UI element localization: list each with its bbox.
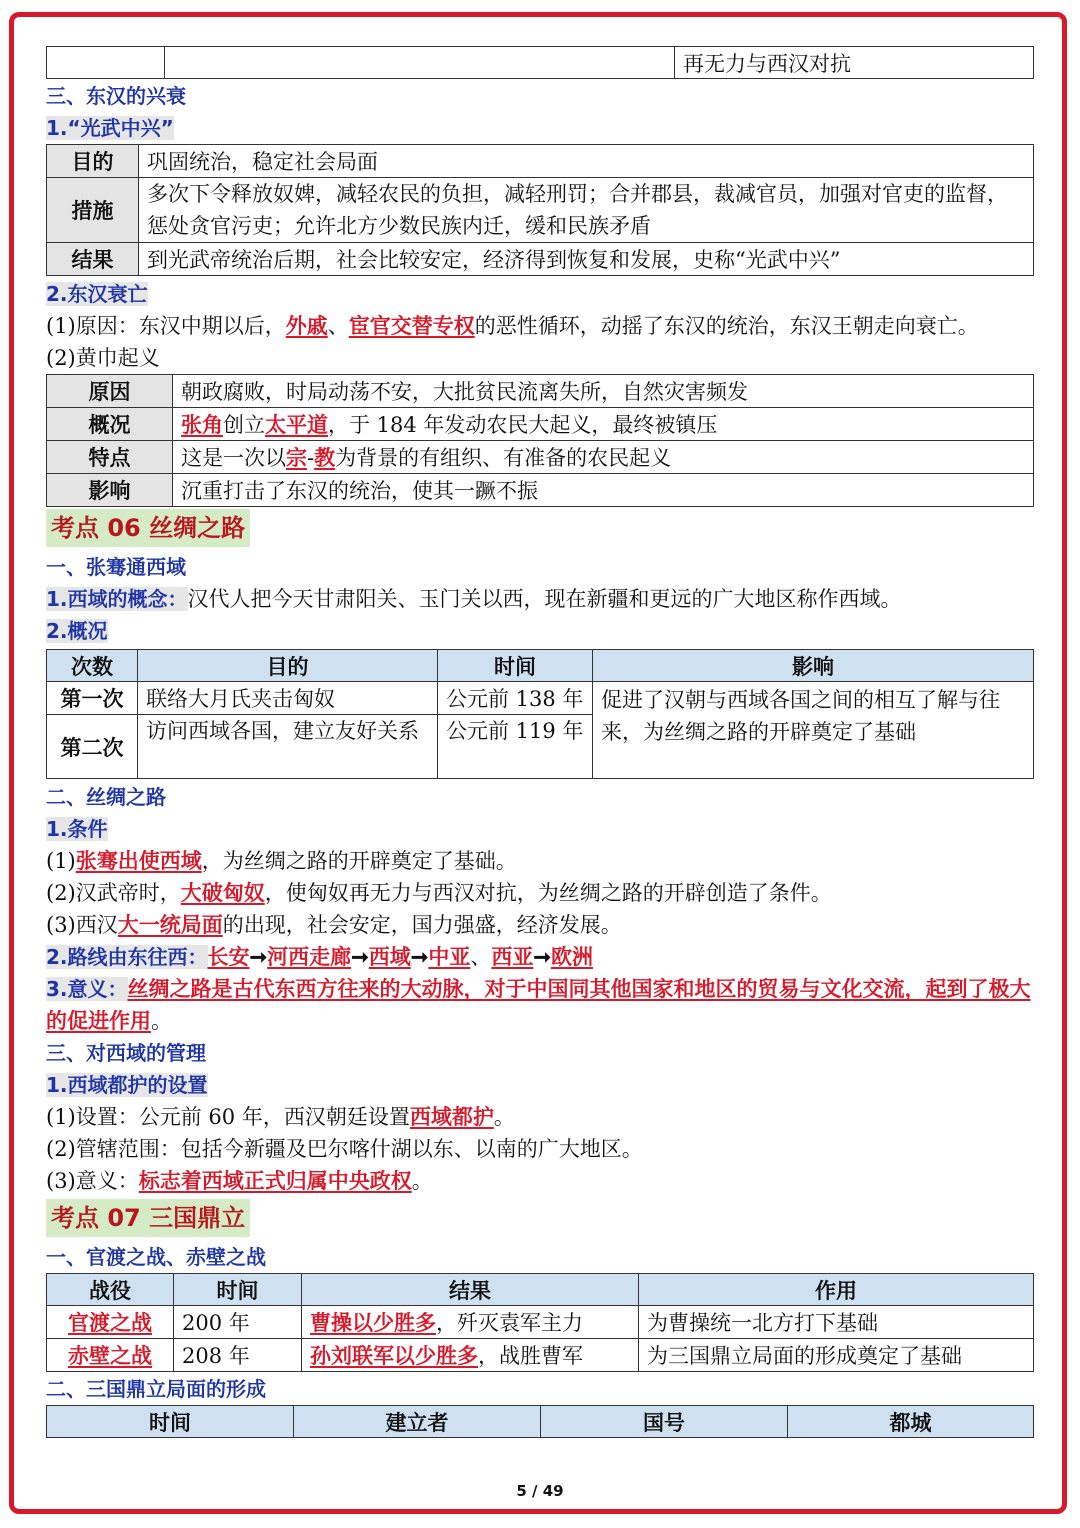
cell-text: 促进了汉朝与西域各国之间的相互了解与往来，为丝绸之路的开辟奠定了基础 [593,682,1034,779]
column-header: 时间 [174,1274,302,1306]
arrow-right-icon: ➞ [410,944,429,969]
route-stop: 长安 [207,944,250,969]
key-term: 张骞出使西域 [75,848,202,873]
text: 的出现，社会安定，国力强盛，经济发展。 [222,913,622,937]
column-header: 国号 [541,1406,788,1438]
heading-zhangqian: 一、张骞通西域 [46,555,186,579]
meaning-label: 3.意义： [46,977,128,1001]
row-label: 目的 [47,145,139,178]
row-label: 第一次 [47,682,138,715]
column-header: 结果 [302,1274,639,1306]
text: 的恶性循环，动摇了东汉的统治，东汉王朝走向衰亡。 [474,314,979,338]
cell-text: 再无力与西汉对抗 [675,47,1034,79]
text: 。 [151,1009,172,1033]
arrow-right-icon: ➞ [533,944,551,969]
cell-text [302,1306,639,1339]
row-label: 结果 [47,243,139,276]
cell-text: 208 年 [174,1339,302,1372]
route-stop: 中亚 [428,944,471,969]
route-stop: 河西走廊 [267,944,352,969]
row-text: 朝政腐败，时局动荡不安，大批贫民流离失所，自然灾害频发 [173,375,1034,408]
column-header: 建立者 [294,1406,541,1438]
cell-text: 公元前 138 年 [438,682,593,715]
heading-three-kingdoms: 二、三国鼎立局面的形成 [46,1377,266,1401]
column-header: 影响 [593,650,1034,682]
key-term: 曹操以少胜多 [310,1310,436,1335]
text: (1)原因：东汉中期以后， [46,314,286,338]
heading-overview: 2.概况 [46,619,108,643]
table-row [47,682,1034,715]
text: 这是一次以 [181,446,286,470]
key-term: 宦官交替专权 [348,313,475,338]
arrow-right-icon: ➞ [249,944,268,969]
table-row [47,375,1034,408]
text: (1)设置：公元前 60 年，西汉朝廷设置 [46,1105,410,1129]
cell-text: 200 年 [174,1306,302,1339]
text: ，使匈奴再无力与西汉对抗，为丝绸之路的开辟创造了条件。 [264,881,832,905]
cell-text: 访问西域各国，建立友好关系 [138,715,438,779]
table-row [47,1339,1034,1372]
text: (3)意义： [46,1169,139,1193]
table-row [47,178,1034,243]
text: 。 [411,1169,433,1193]
row-label: 措施 [47,178,139,243]
concept-label: 1.西域的概念： [46,587,188,611]
page-content [46,46,1034,1438]
column-header: 作用 [639,1274,1034,1306]
topic-07-title: 考点 07 三国鼎立 [46,1199,250,1237]
text: ，为丝绸之路的开辟奠定了基础。 [201,849,517,873]
text: (3)西汉 [46,913,118,937]
key-term: 外戚 [285,313,328,338]
row-label: 概况 [47,408,173,441]
row-text: 沉重打击了东汉的统治，使其一蹶不振 [173,474,1034,507]
cell-text: 为三国鼎立局面的形成奠定了基础 [639,1339,1034,1372]
empty-cell [165,47,675,79]
key-term: 大一统局面 [117,912,223,937]
text: 创立 [223,413,265,437]
column-header: 时间 [438,650,593,682]
key-term: 孙刘联军以少胜多 [310,1343,478,1368]
text: 为背景的有组织、有准备的农民起义 [335,446,672,470]
zhangqian-table [46,649,1034,779]
text: ，于 184 年发动农民大起义，最终被镇压 [328,413,718,437]
cell-text: 联络大月氏夹击匈奴 [138,682,438,715]
key-term: 太平道 [265,412,328,437]
battle-name: 官渡之战 [68,1310,152,1335]
condition-1 [46,845,1034,877]
key-term: 丝绸之路是古代东西方往来的大动脉，对于中国同其他国家和地区的贸易与文化交流，起到了极大的促进作用 [46,976,1031,1033]
text: - [307,446,315,470]
route-stop: 欧洲 [550,944,593,969]
row-label: 原因 [47,375,173,408]
text: 。 [493,1105,515,1129]
row-text [173,408,1034,441]
xiyu-concept [46,583,1034,615]
key-term: 西域都护 [409,1104,494,1129]
heading-protectorate: 1.西域都护的设置 [46,1073,208,1097]
guangwu-table [46,144,1034,276]
row-text: 巩固统治，稳定社会局面 [139,145,1034,178]
arrow-right-icon: ➞ [351,944,369,969]
table-row [47,47,1034,79]
yellow-turban-table [46,374,1034,507]
heading-silk-road: 二、丝绸之路 [46,785,166,809]
column-header: 都城 [788,1406,1034,1438]
topic-06-title: 考点 06 丝绸之路 [46,509,250,547]
row-label: 特点 [47,441,173,474]
route-stop: 西域 [368,944,411,969]
text: ，歼灭袁军主力 [436,1311,583,1335]
column-header: 目的 [138,650,438,682]
column-header: 时间 [47,1406,294,1438]
row-label: 影响 [47,474,173,507]
condition-3 [46,909,1034,941]
table-row [47,441,1034,474]
cell-text: 为曹操统一北方打下基础 [639,1306,1034,1339]
decline-cause [46,310,1034,342]
heading-xiyu-management: 三、对西域的管理 [46,1041,206,1065]
table-row [47,474,1034,507]
protectorate-setup [46,1101,1034,1133]
three-kingdoms-table [46,1405,1034,1438]
route-label: 2.路线由东往西： [46,945,208,969]
route [46,941,1034,973]
battles-table [46,1273,1034,1372]
protectorate-scope: (2)管辖范围：包括今新疆及巴尔喀什湖以东、以南的广大地区。 [46,1137,643,1161]
text: ，战胜曹军 [478,1344,583,1368]
separator: 、 [470,945,492,969]
table-row [47,408,1034,441]
table-header-row [47,650,1034,682]
cell-text [302,1339,639,1372]
column-header: 次数 [47,650,138,682]
top-table-fragment [46,46,1034,79]
key-term: 宗 [286,445,307,470]
table-header-row [47,1406,1034,1438]
table-header-row [47,1274,1034,1306]
table-row [47,243,1034,276]
cell-text: 公元前 119 年 [438,715,593,779]
heading-donghan-decline: 2.东汉衰亡 [46,282,148,306]
empty-cell [47,47,165,79]
silk-road-meaning [46,973,1034,1037]
protectorate-meaning [46,1165,1034,1197]
yellow-turban-heading: (2)黄巾起义 [46,346,160,370]
heading-donghan-rise-fall: 三、东汉的兴衰 [46,84,186,108]
condition-2 [46,877,1034,909]
concept-text: 汉代人把今天甘肃阳关、玉门关以西，现在新疆和更远的广大地区称作西域。 [187,587,902,611]
column-header: 战役 [47,1274,174,1306]
text: (2)汉武帝时， [46,881,181,905]
key-term: 教 [314,445,336,470]
key-term: 标志着西域正式归属中央政权 [138,1168,412,1193]
key-term: 张角 [181,412,223,437]
table-row [47,145,1034,178]
row-label: 第二次 [47,715,138,779]
heading-conditions: 1.条件 [46,817,108,841]
table-row [47,1306,1034,1339]
key-term: 大破匈奴 [180,880,265,905]
battle-name: 赤壁之战 [68,1343,152,1368]
text: (1) [46,849,76,873]
row-text: 多次下令释放奴婢，减轻农民的负担，减轻刑罚；合并郡县，裁减官员，加强对官吏的监督，惩处贪官污吏；允许北方少数民族内迁，缓和民族矛盾 [139,178,1034,243]
row-text: 到光武帝统治后期，社会比较安定，经济得到恢复和发展，史称“光武中兴” [139,243,1034,276]
route-stop: 西亚 [491,944,534,969]
heading-guangwu-zhongxing: 1.“光武中兴” [46,116,174,140]
row-text [173,441,1034,474]
page-number: 5 / 49 [516,1482,564,1500]
heading-battles: 一、官渡之战、赤壁之战 [46,1245,266,1269]
text: 、 [327,314,349,338]
